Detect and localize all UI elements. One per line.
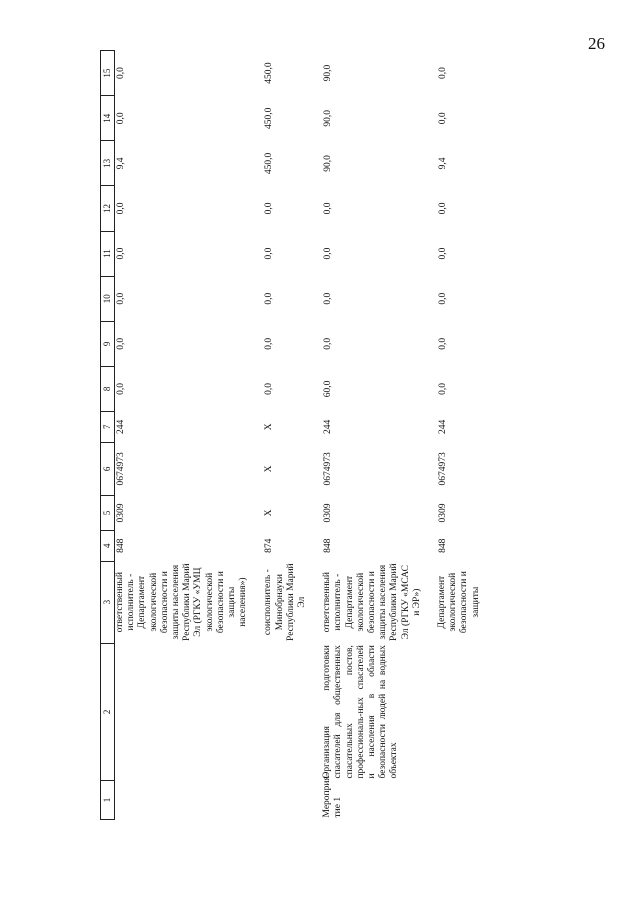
cell-value: 244 bbox=[323, 419, 334, 434]
cell-value: 0674973 bbox=[438, 452, 449, 486]
header-cell: 6 bbox=[101, 442, 115, 495]
budget-table bbox=[100, 50, 482, 820]
cell-value: 848 bbox=[116, 538, 126, 553]
cell-title bbox=[263, 643, 308, 780]
table-row bbox=[322, 51, 423, 820]
cell-value: 450,0 bbox=[264, 152, 275, 175]
cell-value: 0309 bbox=[438, 503, 449, 523]
header-cell: 7 bbox=[101, 411, 115, 442]
header-cell: 14 bbox=[101, 96, 115, 141]
cell-value: 0,0 bbox=[116, 67, 126, 80]
table-row bbox=[263, 51, 308, 820]
rotated-table-block bbox=[100, 50, 550, 820]
cell-value: 450,0 bbox=[264, 107, 275, 129]
header-cell: 11 bbox=[101, 231, 115, 276]
table-row bbox=[437, 51, 482, 820]
cell-value: 90,0 bbox=[323, 64, 334, 82]
cell-executor: Департамент экологической безопасности и защиты bbox=[437, 571, 481, 634]
header-cell: 2 bbox=[101, 643, 115, 780]
cell-value: 0309 bbox=[323, 503, 334, 523]
cell-value: 0,0 bbox=[116, 292, 126, 305]
cell-value: 0,0 bbox=[323, 247, 334, 260]
cell-value: 0,0 bbox=[438, 202, 449, 215]
cell-value: 0,0 bbox=[323, 337, 334, 350]
cell-measure bbox=[437, 781, 482, 820]
cell-value: 0,0 bbox=[438, 292, 449, 305]
cell-value: 0,0 bbox=[116, 112, 126, 125]
header-cell: 4 bbox=[101, 530, 115, 561]
cell-measure bbox=[115, 781, 250, 820]
cell-title: Организация подготовки спасателей для общественных спасательных постов, профессиональ-ных спасателей и населения в области безопасности людей на водных объектах bbox=[322, 645, 400, 779]
cell-value: 848 bbox=[438, 538, 449, 553]
header-cell: 12 bbox=[101, 186, 115, 231]
header-cell: 10 bbox=[101, 276, 115, 321]
cell-title bbox=[437, 643, 482, 780]
cell-value: 0,0 bbox=[438, 67, 449, 80]
cell-value: 0,0 bbox=[438, 337, 449, 350]
cell-value: 90,0 bbox=[323, 109, 334, 127]
cell-value: 60,0 bbox=[323, 380, 334, 398]
row-spacer bbox=[308, 51, 322, 820]
header-cell: 13 bbox=[101, 141, 115, 186]
header-cell: 9 bbox=[101, 321, 115, 366]
row-spacer bbox=[249, 51, 263, 820]
cell-value: 0,0 bbox=[438, 247, 449, 260]
cell-value: 0,0 bbox=[116, 382, 126, 395]
cell-value: 0,0 bbox=[264, 337, 275, 350]
cell-value: X bbox=[264, 509, 275, 517]
header-row bbox=[101, 51, 115, 820]
cell-value: 90,0 bbox=[323, 155, 334, 172]
cell-value: 874 bbox=[264, 538, 275, 553]
cell-measure bbox=[263, 781, 308, 820]
cell-value: X bbox=[264, 423, 275, 431]
cell-value: 0,0 bbox=[264, 292, 275, 305]
cell-value: 0,0 bbox=[438, 382, 449, 395]
cell-value: 0,0 bbox=[323, 292, 334, 305]
cell-value: 0674973 bbox=[323, 452, 334, 486]
cell-value: X bbox=[264, 465, 275, 473]
header-cell: 5 bbox=[101, 496, 115, 531]
cell-value: 0674973 bbox=[116, 452, 126, 486]
cell-executor: ответственный исполнитель - Департамент экологической безопасности и защиты населения Республики Марий Эл (РГКУ «УМЦ экологической безопасности и защиты населения») bbox=[115, 563, 249, 641]
cell-value: 244 bbox=[438, 419, 449, 434]
cell-value: 0,0 bbox=[264, 247, 275, 260]
page-number: 26 bbox=[588, 34, 605, 53]
table-row bbox=[115, 51, 250, 820]
cell-value: 0,0 bbox=[264, 382, 275, 395]
cell-title bbox=[115, 643, 250, 780]
cell-value: 0,0 bbox=[116, 337, 126, 350]
header-cell: 1 bbox=[101, 781, 115, 820]
cell-executor: соисполнитель - Минобрнауки Республики Марий Эл bbox=[263, 563, 308, 641]
cell-value: 0,0 bbox=[438, 112, 449, 125]
cell-value: 0,0 bbox=[264, 202, 275, 215]
cell-value: 0,0 bbox=[323, 202, 334, 215]
cell-executor: ответственный исполнитель - Департамент экологической безопасности и защиты населения Республики Марий Эл (РГКУ «МСАС и ЭР») bbox=[322, 563, 422, 641]
cell-value: 0,0 bbox=[116, 202, 126, 215]
cell-value: 450,0 bbox=[264, 62, 275, 84]
header-cell: 3 bbox=[101, 561, 115, 643]
cell-value: 848 bbox=[323, 538, 334, 553]
row-spacer bbox=[423, 51, 437, 820]
cell-measure: Мероприя-тие 1 bbox=[322, 773, 344, 818]
cell-value: 0,0 bbox=[116, 247, 126, 260]
cell-value: 0309 bbox=[116, 503, 126, 523]
header-cell: 8 bbox=[101, 366, 115, 411]
cell-value: 9,4 bbox=[116, 157, 126, 170]
cell-value: 9,4 bbox=[438, 157, 449, 170]
header-cell: 15 bbox=[101, 51, 115, 96]
cell-value: 244 bbox=[116, 419, 126, 434]
